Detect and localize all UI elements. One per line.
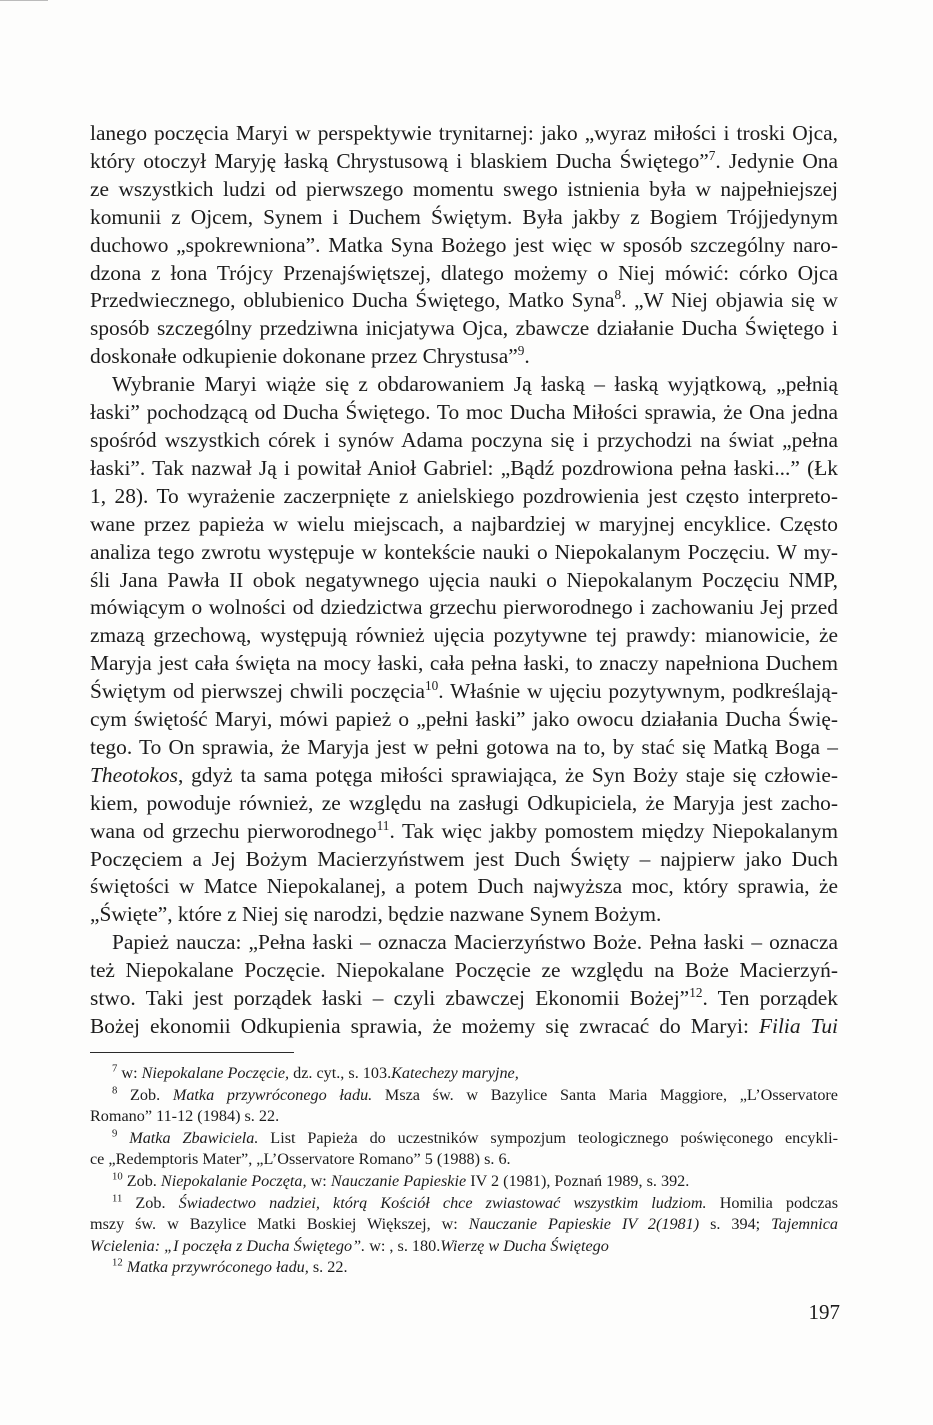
italic-text: Matka przywróconego ładu, bbox=[126, 1258, 309, 1277]
line-text: Poczęciem a Jej Bożym Macierzyństwem jest Duch Święty – najpierw jako Duch bbox=[90, 846, 838, 871]
line-text: doskonałe odkupienie dokonane przez Chrystusa” bbox=[90, 344, 518, 369]
italic-text: Niepokalane Poczęcie, bbox=[141, 1064, 290, 1082]
text-line bbox=[90, 260, 838, 288]
footnote-text: s. 22. bbox=[308, 1258, 348, 1277]
footnote-text: dz. cyt., s. 103. bbox=[289, 1064, 392, 1082]
italic-text: Matka przywróconego ładu. bbox=[172, 1085, 373, 1104]
footnote-number: 10 bbox=[112, 1170, 123, 1183]
text-line bbox=[90, 929, 838, 957]
text-line bbox=[90, 204, 838, 232]
italic-text: Niepokalanie Poczęta, bbox=[160, 1171, 307, 1190]
footnote-text: Msza św. w Bazylice Santa Maria Maggiore, „L’Osservatore bbox=[372, 1085, 838, 1104]
line-text: analiza tego zwrotu występuje w kontekście nauki o Niepokalanym Poczęciu. W my- bbox=[90, 539, 838, 564]
line-text: duchowo „spokrewniona”. Matka Syna Bożego jest więc w sposób szczególny naro- bbox=[90, 232, 838, 257]
text-line bbox=[90, 399, 838, 427]
line-text: spośród wszystkich córek i synów Adama poczyna się i przychodzi na świat „pełna bbox=[90, 427, 838, 452]
line-text: 1, 28). To wyrażenie zaczerpnięte z anielskiego pozdrowienia jest często interpreto- bbox=[90, 483, 838, 508]
line-text: Papież naucza: „Pełna łaski – oznacza Macierzyństwo Boże. Pełna łaski – oznacza bbox=[112, 930, 838, 955]
footnote-text: Zob. bbox=[130, 1085, 173, 1104]
footnote-number: 11 bbox=[112, 1192, 123, 1205]
line-text: Przedwiecznego, oblubienico Ducha Świętego, Matko Syna bbox=[90, 288, 615, 313]
line-text: . Właśnie w ujęciu pozytywnym, podkreślają- bbox=[438, 679, 838, 704]
line-text: Świętym od pierwszej chwili poczęcia bbox=[90, 679, 426, 704]
italic-text: Theotokos bbox=[90, 762, 178, 787]
footnote-text: s. 394; bbox=[699, 1215, 772, 1234]
line-text: Maryja jest cała święta na mocy łaski, cała pełna łaski, to znaczy napełniona Duchem bbox=[90, 651, 838, 676]
line-text: wane przez papieża w wielu miejscach, a najbardziej w maryjnej encyklice. Często bbox=[90, 511, 838, 536]
footnote-text: , s. 180. bbox=[389, 1236, 441, 1255]
text-line bbox=[90, 176, 838, 204]
line-text: . Jedynie Ona bbox=[715, 148, 838, 173]
italic-text: Świadectwo nadziei, którą Kościół chce zwiastować wszystkim ludziom. bbox=[178, 1193, 707, 1212]
line-text: . Ten porządek bbox=[702, 986, 838, 1011]
line-text: tego. To On sprawia, że Maryja jest w pełni gotowa na to, by stać się Matką Boga – bbox=[90, 734, 838, 759]
line-text: sposób szczególny przedziwna inicjatywa Ojca, zbawcze działanie Ducha Świętego i bbox=[90, 316, 838, 341]
line-text: cym świętość Maryi, mówi papież o „pełni łaski” jako owocu działania Ducha Świę- bbox=[90, 707, 838, 732]
line-text: . bbox=[524, 344, 530, 369]
line-text: mówiącym o wolności od dziedzictwa grzechu pierworodnego i zachowaniu Jej przed bbox=[90, 595, 838, 620]
text-line bbox=[90, 232, 838, 260]
line-text: śli Jana Pawła II obok negatywnego ujęcia nauki o Niepokalanym Poczęciu NMP, bbox=[90, 567, 838, 592]
italic-text: Nauczanie Papieskie IV 2(1981) bbox=[468, 1215, 700, 1234]
italic-text: Tajemnica bbox=[771, 1215, 838, 1234]
footnote-text: IV 2 (1981), Poznań 1989, s. 392. bbox=[466, 1171, 690, 1190]
footnotes bbox=[90, 1063, 838, 1279]
italic-text: Wcielenia: „I poczęła z Ducha Świętego”. bbox=[90, 1236, 366, 1255]
line-text: kiem, powoduje również, ze względu na zasługi Odkupiciela, że Maryja jest zacho- bbox=[90, 790, 838, 815]
line-text: też Niepokalane Poczęcie. Niepokalane Poczęcie ze względu na Boże Macierzyń- bbox=[90, 958, 838, 983]
text-line bbox=[90, 957, 838, 985]
text-line bbox=[90, 315, 838, 343]
text-line bbox=[90, 622, 838, 650]
footnote-ref: 11 bbox=[376, 817, 390, 833]
footnote-ref: 9 bbox=[517, 343, 525, 359]
text-line bbox=[90, 650, 838, 678]
footnote-line bbox=[90, 1171, 838, 1193]
footnote-text: List Papieża do uczestników sympozjum teologicznego poświęconego encykli- bbox=[258, 1128, 839, 1147]
text-line bbox=[90, 287, 838, 315]
footnote-ref: 7 bbox=[708, 147, 716, 163]
footnote-text: Zob. bbox=[135, 1193, 179, 1212]
text-line bbox=[90, 1013, 838, 1041]
text-line bbox=[90, 594, 838, 622]
line-text: . Tak więc jakby pomostem między Niepokalanym bbox=[389, 818, 838, 843]
footnote-text: ce „Redemptoris Mater”, „L’Osservatore Romano” 5 (1988) s. 6. bbox=[90, 1150, 511, 1169]
footnote-text: w: bbox=[365, 1236, 390, 1255]
text-line bbox=[90, 818, 838, 846]
text-line bbox=[90, 343, 838, 371]
footnote-line bbox=[90, 1106, 838, 1128]
footnote-text: w: bbox=[306, 1171, 331, 1190]
text-line bbox=[90, 706, 838, 734]
text-line bbox=[90, 901, 838, 929]
footnote-number: 12 bbox=[112, 1256, 123, 1269]
text-line bbox=[90, 985, 838, 1013]
line-text: , gdyż ta sama potęga miłości sprawiająca, że Syn Boży staje się człowie- bbox=[177, 762, 838, 787]
text-line bbox=[90, 790, 838, 818]
footnote-text: w: bbox=[121, 1064, 142, 1082]
line-text: łaski”. Tak nazwał Ją i powitał Anioł Gabriel: „Bądź pozdrowiona pełna łaski...” (Łk bbox=[90, 455, 838, 480]
footnote-line bbox=[90, 1193, 838, 1215]
text-line bbox=[90, 678, 838, 706]
footnote-text: Romano” 11-12 (1984) s. 22. bbox=[90, 1107, 280, 1126]
footnote-ref: 8 bbox=[614, 287, 622, 303]
footnote-line bbox=[90, 1128, 838, 1150]
footnote-line bbox=[90, 1149, 838, 1171]
line-text: lanego poczęcia Maryi w perspektywie trynitarnej: jako „wyraz miłości i troski Ojca, bbox=[90, 121, 838, 145]
line-text: komunii z Ojcem, Synem i Duchem Świętym. Była jakby z Bogiem Trójjedynym bbox=[90, 204, 838, 229]
text-line bbox=[90, 371, 838, 399]
text-line bbox=[90, 455, 838, 483]
text-line bbox=[90, 734, 838, 762]
scan-edge-mark bbox=[0, 0, 48, 1]
line-text: świętości w Matce Niepokalanej, a potem Duch najwyższa moc, który sprawia, że bbox=[90, 874, 838, 899]
italic-text: Filia Tui bbox=[758, 1014, 838, 1038]
footnote-ref: 12 bbox=[689, 984, 703, 1000]
footnote-line bbox=[90, 1214, 838, 1236]
text-line bbox=[90, 873, 838, 901]
footnote-number: 7 bbox=[112, 1062, 118, 1075]
footnote-text: Zob. bbox=[126, 1171, 161, 1190]
italic-text: Wierzę w Ducha Świętego bbox=[440, 1236, 609, 1255]
text-line bbox=[90, 427, 838, 455]
italic-text: Nauczanie Papieskie bbox=[330, 1171, 467, 1190]
footnote-text: mszy św. w Bazylice Matki Boskiej Większej, w: bbox=[90, 1215, 469, 1234]
text-line bbox=[90, 762, 838, 790]
footnote-line bbox=[90, 1085, 838, 1107]
line-text: ze wszystkich ludzi od pierwszego momentu swego istnienia była w najpełniejszej bbox=[90, 176, 838, 201]
text-line bbox=[90, 567, 838, 595]
footnote-separator bbox=[90, 1052, 294, 1053]
footnote-line bbox=[90, 1257, 838, 1279]
page-number: 197 bbox=[808, 1300, 840, 1324]
main-text bbox=[90, 120, 838, 1041]
line-text: „Święte”, które z Niej się narodzi, będzie nazwane Synem Bożym. bbox=[90, 902, 662, 927]
line-text: który otoczył Maryję łaską Chrystusową i blaskiem Ducha Świętego” bbox=[90, 148, 709, 173]
line-text: dzona z łona Trójcy Przenajświętszej, dlatego możemy o Niej mówić: córko Ojca bbox=[90, 260, 838, 285]
line-text: łaski” pochodzącą od Ducha Świętego. To moc Ducha Miłości sprawia, że Ona jedna bbox=[90, 400, 838, 425]
text-line bbox=[90, 511, 838, 539]
line-text: Bożej ekonomii Odkupienia sprawia, że możemy się zwracać do Maryi: bbox=[90, 1014, 759, 1038]
line-text: stwo. Taki jest porządek łaski – czyli zbawczej Ekonomii Bożej” bbox=[90, 986, 690, 1011]
footnote-line bbox=[90, 1236, 838, 1258]
line-text: Wybranie Maryi wiąże się z obdarowaniem Ją łaską – łaską wyjątkową, „pełnią bbox=[112, 372, 838, 397]
line-text: wana od grzechu pierworodnego bbox=[90, 818, 377, 843]
text-line bbox=[90, 539, 838, 567]
footnote-line bbox=[90, 1063, 838, 1085]
line-text: zmazą grzechową, występują również ujęcia pozytywne tej prawdy: mianowicie, że bbox=[90, 623, 838, 648]
footnote-number: 8 bbox=[112, 1084, 118, 1097]
text-line bbox=[90, 846, 838, 874]
text-line bbox=[90, 120, 838, 148]
line-text: . „W Niej objawia się w bbox=[621, 288, 838, 313]
text-line bbox=[90, 148, 838, 176]
footnote-ref: 10 bbox=[425, 678, 439, 693]
italic-text: Katechezy maryjne, bbox=[391, 1064, 519, 1082]
italic-text: Matka Zbawiciela. bbox=[129, 1128, 259, 1147]
footnote-number: 9 bbox=[112, 1127, 118, 1140]
text-line bbox=[90, 483, 838, 511]
footnote-text: Homilia podczas bbox=[706, 1193, 839, 1212]
